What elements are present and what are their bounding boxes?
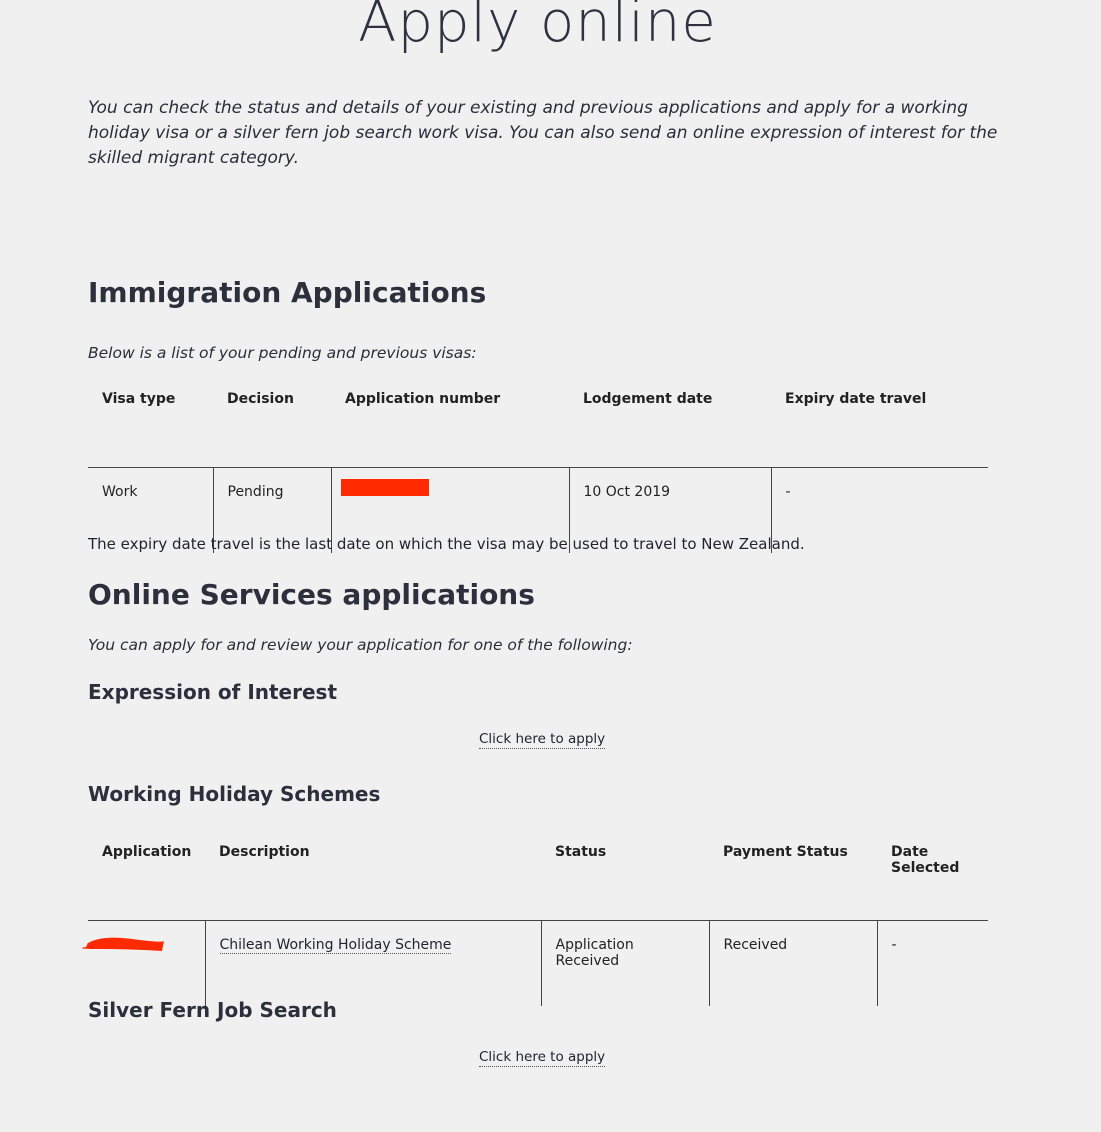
cell-application [88, 921, 205, 1007]
redaction-scribble [82, 927, 172, 957]
col-application-number: Application number [331, 375, 569, 468]
immigration-table [88, 375, 988, 553]
cell-description [205, 921, 541, 1007]
eoi-heading: Expression of Interest [88, 680, 338, 704]
intro-text: You can check the status and details of your existing and previous applications and apply for a working holiday visa or a silver fern job search work visa. You can also send an online expression of interest for the skilled migrant category. [88, 98, 998, 168]
col-description: Description [205, 828, 541, 921]
description-link[interactable]: Chilean Working Holiday Scheme [219, 937, 452, 953]
page-title: Apply online [358, 0, 717, 55]
cell-payment-status: Received [709, 921, 877, 1007]
cell-date-selected: - [877, 921, 988, 1007]
table-header-row [88, 375, 988, 468]
cell-decision: Pending [213, 468, 331, 554]
col-expiry-date-travel: Expiry date travel [771, 375, 988, 468]
col-payment-status: Payment Status [709, 828, 877, 921]
col-lodgement-date: Lodgement date [569, 375, 771, 468]
cell-visa-type: Work [102, 484, 138, 500]
col-decision: Decision [213, 375, 331, 468]
cell-expiry-date-travel: - [771, 468, 988, 554]
immigration-heading: Immigration Applications [88, 276, 487, 309]
sfjs-apply-link[interactable]: Click here to apply [479, 1049, 606, 1065]
col-status: Status [541, 828, 709, 921]
redaction-mark [341, 479, 429, 496]
cell-status: Application Received [541, 921, 709, 1007]
whs-table [88, 828, 988, 1006]
col-date-selected: Date Selected [877, 828, 988, 921]
immigration-subtitle: Below is a list of your pending and previous visas: [88, 344, 477, 362]
cell-lodgement-date: 10 Oct 2019 [569, 468, 771, 554]
expiry-footnote: The expiry date travel is the last date on which the visa may be used to travel to New Zealand. [88, 535, 805, 553]
table-row [88, 921, 988, 1007]
col-visa-type: Visa type [88, 375, 213, 468]
sfjs-heading: Silver Fern Job Search [88, 998, 337, 1022]
table-header-row [88, 828, 988, 921]
online-services-subtitle: You can apply for and review your application for one of the following: [88, 636, 633, 654]
eoi-apply-link[interactable]: Click here to apply [479, 731, 606, 747]
whs-heading: Working Holiday Schemes [88, 782, 381, 806]
online-services-heading: Online Services applications [88, 578, 535, 611]
col-application: Application [88, 828, 205, 921]
